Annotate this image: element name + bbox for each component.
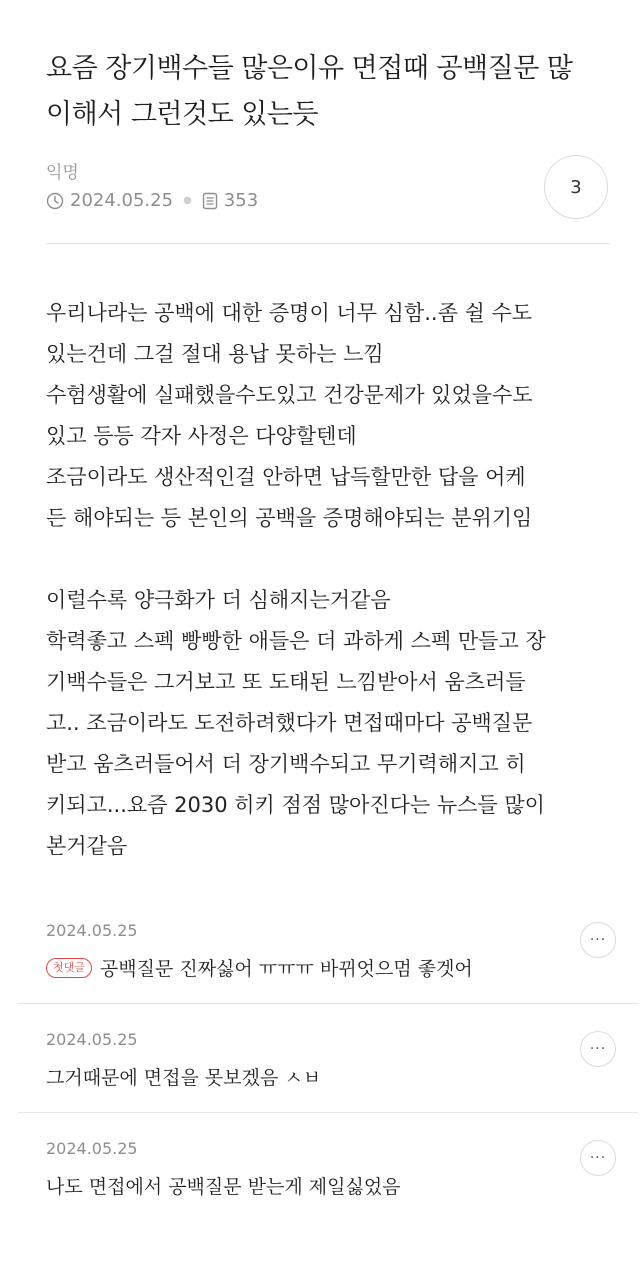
post-header	[46, 46, 616, 138]
post-body-line: 이럴수록 양극화가 더 심해지는거같음	[46, 588, 391, 612]
post-body-line: 있는건데 그걸 절대 용납 못하는 느낌	[46, 342, 384, 366]
comment-text: 나도 면접에서 공백질문 받는게 제일싫었음	[46, 1176, 401, 1198]
comment-text: 공백질문 진짜싫어 ㅠㅠㅠ 바뀌엇으멈 좋겟어	[99, 958, 473, 980]
comment-date: 2024.05.25	[46, 921, 138, 940]
post-body-line: 기백수들은 그거보고 또 도태된 느낌받아서 움츠러들	[46, 670, 526, 694]
clock-icon	[46, 192, 64, 210]
post-body-line: 우리나라는 공백에 대한 증명이 너무 심함..좀 쉴 수도	[46, 301, 533, 325]
comment-text-row	[46, 1063, 620, 1090]
post-body-line: 학력좋고 스펙 빵빵한 애들은 더 과하게 스펙 만들고 장	[46, 629, 546, 653]
comment-item	[46, 921, 620, 981]
header-divider	[46, 243, 610, 244]
comment-divider	[18, 1112, 638, 1113]
meta-separator: ●	[183, 195, 192, 206]
post-meta	[46, 190, 258, 211]
post-date: 2024.05.25	[70, 190, 174, 211]
post-title-line: 요즘 장기백수들 많은이유 면접때 공백질문 많	[46, 53, 573, 84]
view-count: 353	[223, 190, 259, 211]
post-title-line: 이해서 그런것도 있는듯	[46, 99, 318, 130]
comment-text-row	[46, 954, 620, 981]
more-options-icon[interactable]: ···	[580, 1031, 616, 1067]
document-icon	[202, 192, 218, 210]
comment-count-button[interactable]: 3	[544, 155, 608, 219]
post-body-line: 수험생활에 실패했을수도있고 건강문제가 있었을수도	[46, 383, 533, 407]
more-options-icon[interactable]: ···	[580, 922, 616, 958]
comment-item	[46, 1030, 620, 1090]
comment-text-row	[46, 1172, 620, 1199]
comment-date: 2024.05.25	[46, 1030, 138, 1049]
post-body-line: 고.. 조금이라도 도전하려했다가 면접때마다 공백질문	[46, 711, 533, 735]
post-body-line: 조금이라도 생산적인걸 안하면 납득할만한 답을 어케	[46, 465, 526, 489]
post-title	[46, 46, 616, 138]
post-body-line: 있고 등등 각자 사정은 다양할텐데	[46, 424, 357, 448]
post-body-line: 든 해야되는 등 본인의 공백을 증명해야되는 분위기임	[46, 506, 533, 530]
comment-item	[46, 1139, 620, 1199]
first-comment-badge: 첫댓글	[46, 958, 92, 978]
paragraph-gap	[46, 539, 616, 580]
more-options-icon[interactable]: ···	[580, 1140, 616, 1176]
comment-divider	[18, 1003, 638, 1004]
comment-text: 그거때문에 면접을 못보겠음 ㅅㅂ	[46, 1067, 322, 1089]
post-body-line: 키되고...요즘 2030 히키 점점 많아진다는 뉴스들 많이	[46, 793, 545, 817]
comment-date: 2024.05.25	[46, 1139, 138, 1158]
author-name: 익명	[46, 163, 79, 183]
post-body-line: 본거같음	[46, 834, 128, 858]
post-body-line: 받고 움츠러들어서 더 장기백수되고 무기력해지고 히	[46, 752, 526, 776]
post-body	[46, 293, 616, 867]
